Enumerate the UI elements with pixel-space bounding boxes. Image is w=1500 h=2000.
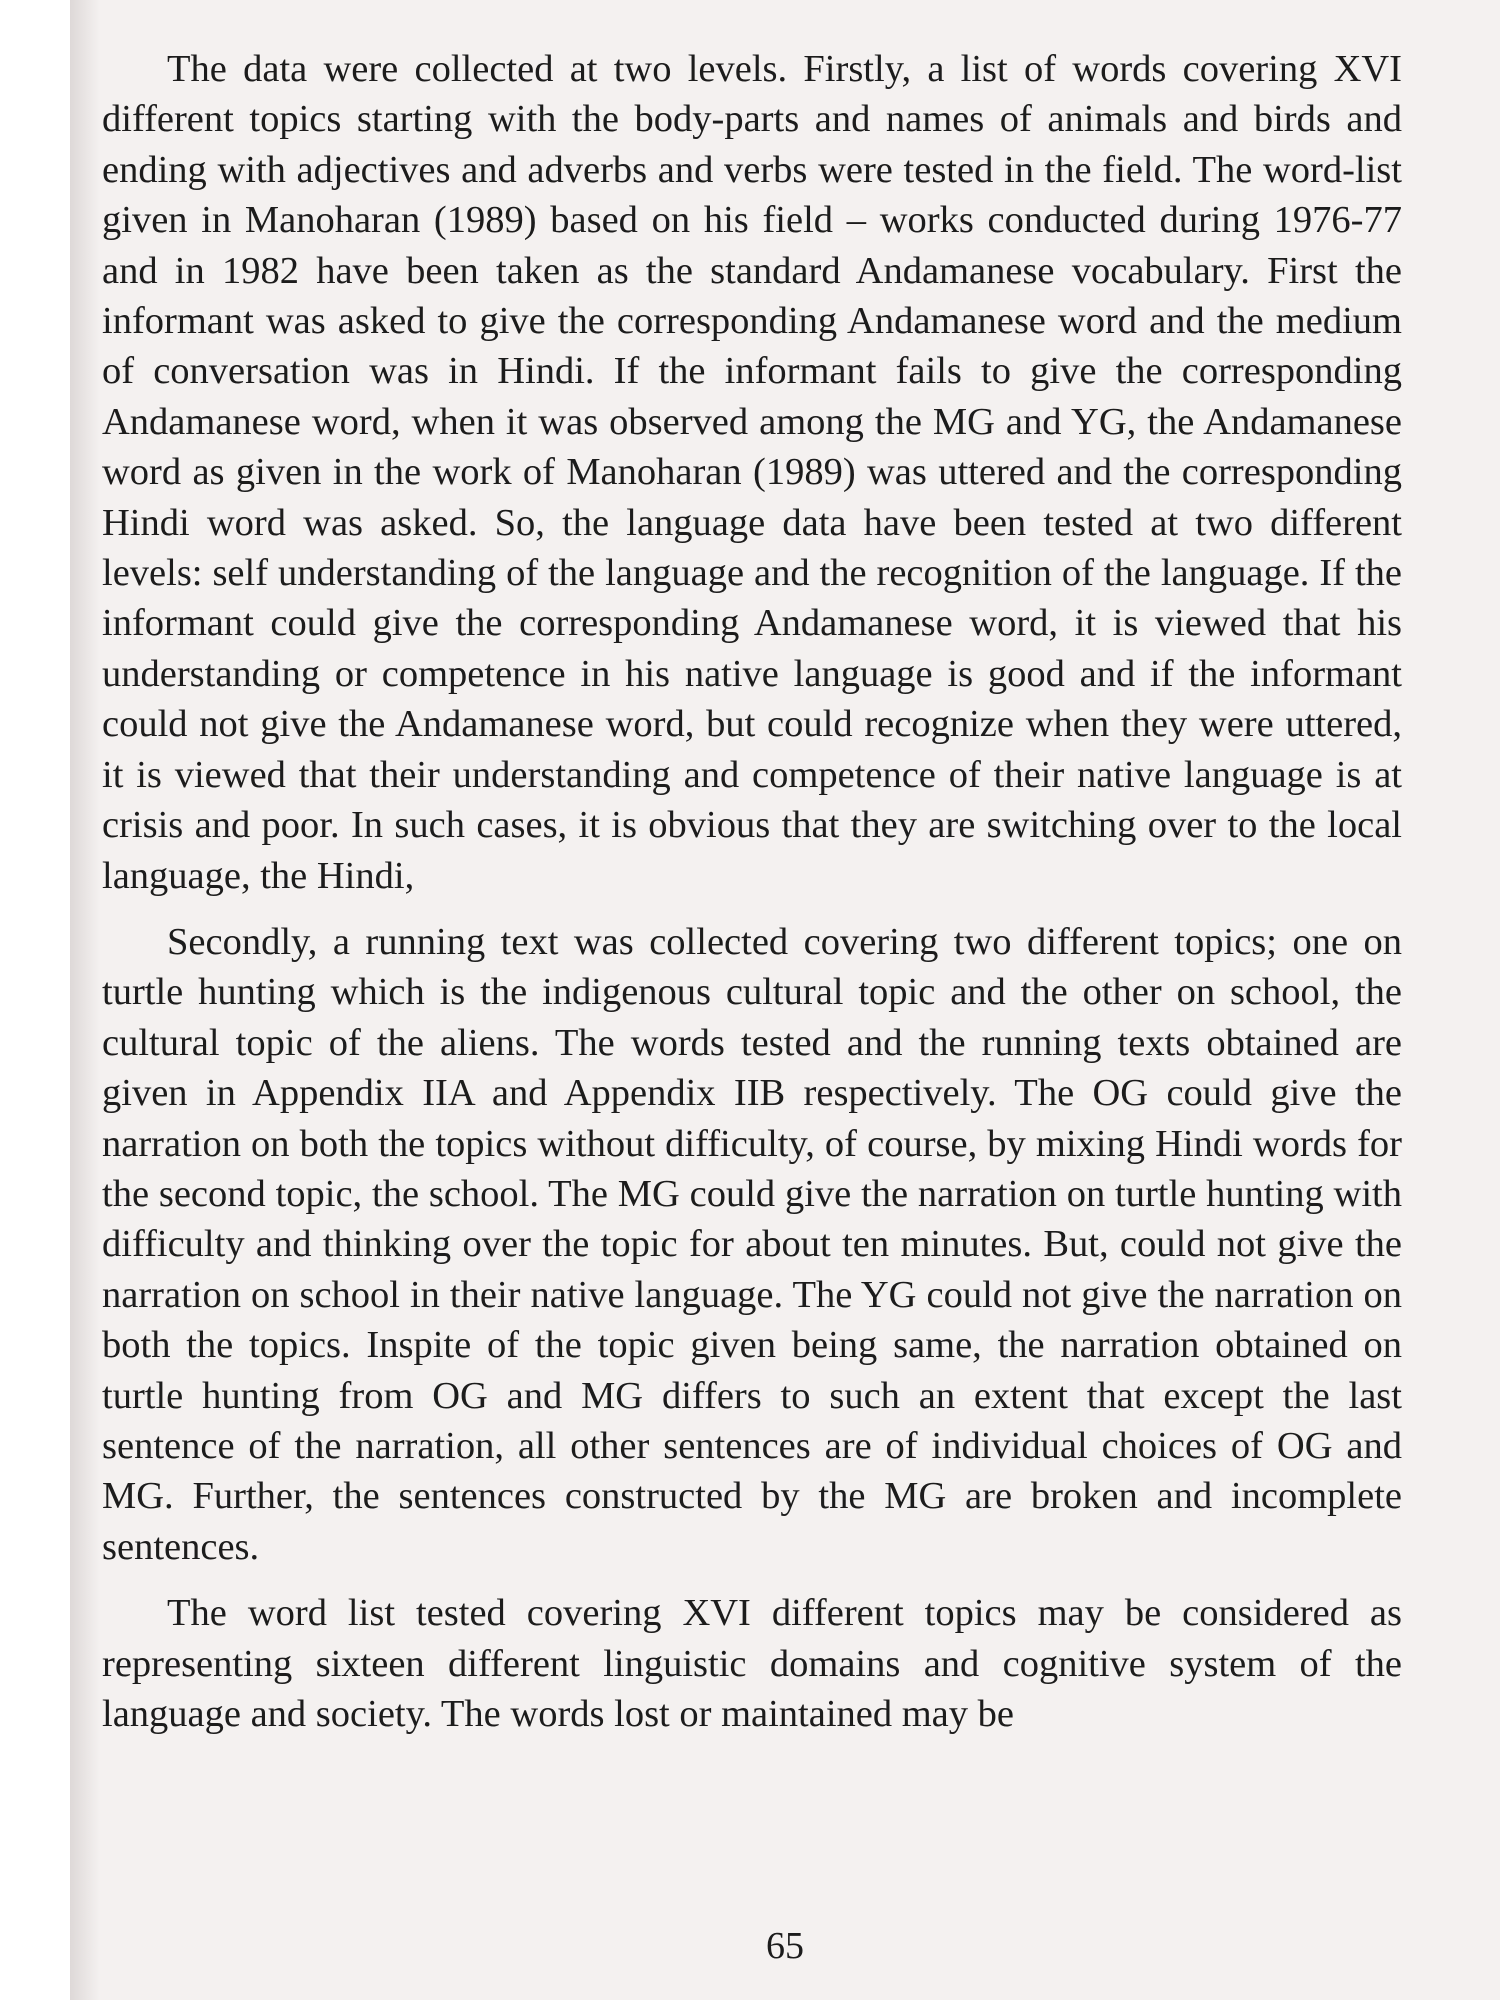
- page-number: 65: [766, 1925, 804, 1967]
- body-text: [102, 44, 1402, 1739]
- book-page: [70, 0, 1500, 2000]
- paragraph-data-collection: The data were collected at two levels. Firstly, a list of words covering XVI different topics starting with the body-parts and names of animals and birds and ending with adjectives and adverbs and verbs were tested in the field. The word-list given in Manoharan (1989) based on his field – works conducted during 1976-77 and in 1982 have been taken as the standard Andamanese vocabulary. First the informant was asked to give the corresponding Andamanese word and the medium of conversation was in Hindi. If the informant fails to give the corresponding Andamanese word, when it was observed among the MG and YG, the Andamanese word as given in the work of Manoharan (1989) was uttered and the corresponding Hindi word was asked. So, the language data have been tested at two different levels: self understanding of the language and the recognition of the language. If the informant could give the corresponding Andamanese word, it is viewed that his understanding or competence in his native language is good and if the informant could not give the Andamanese word, but could recognize when they were uttered, it is viewed that their understanding and competence of their native language is at crisis and poor. In such cases, it is obvious that they are switching over to the local language, the Hindi,: [102, 48, 1402, 897]
- paragraph-running-text: Secondly, a running text was collected covering two different topics; one on turtle hunting which is the indigenous cultural topic and the other on school, the cultural topic of the aliens. The words tested and the running texts obtained are given in Appendix IIA and Appendix IIB respectively. The OG could give the narration on both the topics without difficulty, of course, by mixing Hindi words for the second topic, the school. The MG could give the narration on turtle hunting with difficulty and thinking over the topic for about ten minutes. But, could not give the narration on school in their native language. The YG could not give the narration on both the topics. Inspite of the topic given being same, the narration obtained on turtle hunting from OG and MG differs to such an extent that except the last sentence of the narration, all other sentences are of individual choices of OG and MG. Further, the sentences constructed by the MG are broken and incomplete sentences.: [102, 920, 1402, 1568]
- paragraph-word-list: The word list tested covering XVI different topics may be considered as representing sixteen different linguistic domains and cognitive system of the language and society. The words lost or maintained may be: [102, 1592, 1402, 1735]
